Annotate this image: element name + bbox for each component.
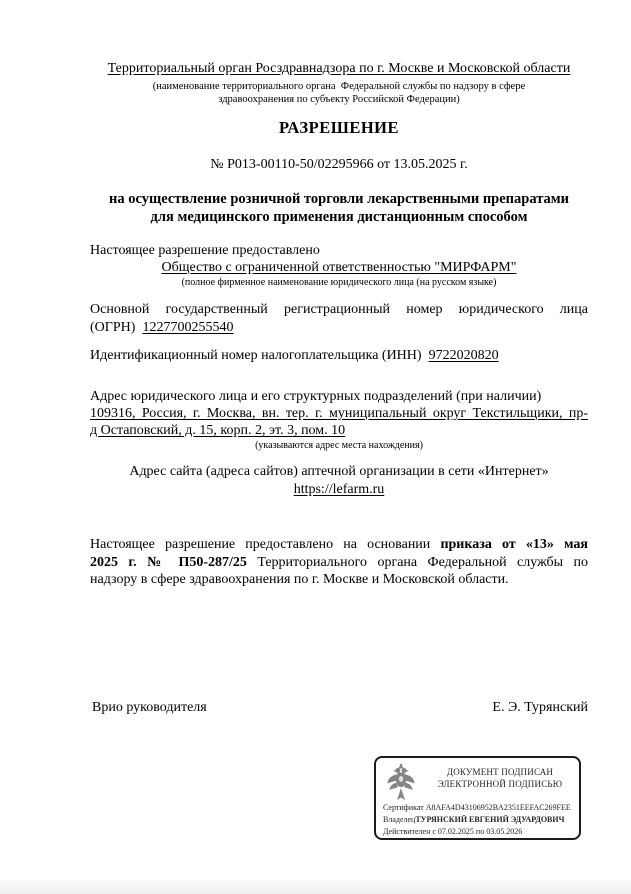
signer-name: Е. Э. Турянский [492, 700, 588, 715]
issuing-org-caption [90, 80, 588, 106]
inn-line [90, 347, 588, 365]
order-basis-line-3: надзору в сфере здравоохранения по г. Москве и Московской области. [90, 572, 509, 587]
digital-signature-stamp [374, 756, 581, 840]
signature-row [92, 699, 588, 716]
order-basis-paragraph [90, 536, 588, 589]
document-title: РАЗРЕШЕНИЕ [278, 118, 400, 137]
inn-value: 9722020820 [428, 348, 499, 363]
order-basis-line-1-normal: Настоящее разрешение предоставлено на основании [90, 537, 441, 552]
stamp-owner-line [383, 815, 575, 825]
certificate-label: Сертификат [383, 803, 426, 812]
ogrn-value-line [90, 319, 588, 337]
ogrn-label-line: Основной государственный регистрационный номер юридического лица [90, 302, 588, 317]
inn-label: Идентификационный номер налогоплательщика (ИНН) [90, 348, 422, 363]
issuing-org-caption-line-1: (наименование территориального органа Федеральной службы по надзору в сфере [152, 81, 526, 92]
website-label: Адрес сайта (адреса сайтов) аптечной организации в сети «Интернет» [129, 464, 549, 479]
order-basis-line-1-bold: приказа от «13» мая [440, 537, 588, 552]
issuing-org-name: Территориальный орган Росздравнадзора по г. Москве и Московской области [107, 61, 571, 76]
legal-address-label: Адрес юридического лица и его структурных подразделений (при наличии) [90, 389, 542, 404]
legal-address-caption: (указываются адрес места нахождения) [255, 440, 423, 451]
certificate-value: A8AFA4D43106952BA2351EEFAC269FEE [425, 803, 571, 812]
document-subject [90, 190, 588, 226]
signer-position: Врио руководителя [92, 700, 207, 715]
website-link[interactable]: https://lefarm.ru [293, 482, 385, 497]
order-basis-line-2 [90, 554, 588, 572]
owner-label: Владелец [383, 815, 416, 824]
stamp-certificate-line [383, 803, 575, 813]
coat-of-arms-eagle-icon [384, 763, 418, 803]
legal-address-line-1: 109316, Россия, г. Москва, вн. тер. г. муниципальный округ Текстильщики, пр- [90, 406, 588, 421]
company-name: Общество с ограниченной ответственностью "МИРФАРМ" [161, 260, 517, 275]
issuing-org-caption-line-2: здравоохранения по субъекту Российской Федерации) [218, 94, 460, 105]
stamp-title-line-1: ДОКУМЕНТ ПОДПИСАН [446, 767, 554, 777]
owner-value: ТУРЯНСКИЙ ЕВГЕНИЙ ЭДУАРДОВИЧ [415, 815, 565, 824]
document-subject-line-2: для медицинского применения дистанционным способом [150, 209, 528, 225]
website-line [90, 481, 588, 499]
company-name-caption: (полное фирменное наименование юридического лица (на русском языке) [181, 277, 497, 288]
legal-address-line-2: д Остаповский, д. 15, корп. 2, эт. 3, пом. 10 [90, 423, 346, 438]
ogrn-value: 1227700255540 [142, 320, 234, 335]
order-basis-line-2-normal: Территориального органа Федеральной службы по [257, 554, 588, 570]
order-basis-line-1 [90, 536, 588, 554]
granted-to-label: Настоящее разрешение предоставлено [90, 243, 320, 258]
document-number: № Р013-00110-50/02295966 от 13.05.2025 г. [210, 157, 468, 172]
stamp-title-line-2: ЭЛЕКТРОННОЙ ПОДПИСЬЮ [437, 778, 563, 789]
page-bottom-edge [0, 878, 631, 894]
document-subject-line-1: на осуществление розничной торговли лекарственными препаратами [109, 191, 569, 207]
order-basis-line-2-bold: 2025 г. № П50-287/25 [90, 554, 258, 570]
stamp-title [426, 767, 574, 790]
stamp-validity-line: Действителен с 07.02.2025 по 03.05.2026 [383, 827, 523, 836]
ogrn-prefix: (ОГРН) [90, 320, 136, 335]
